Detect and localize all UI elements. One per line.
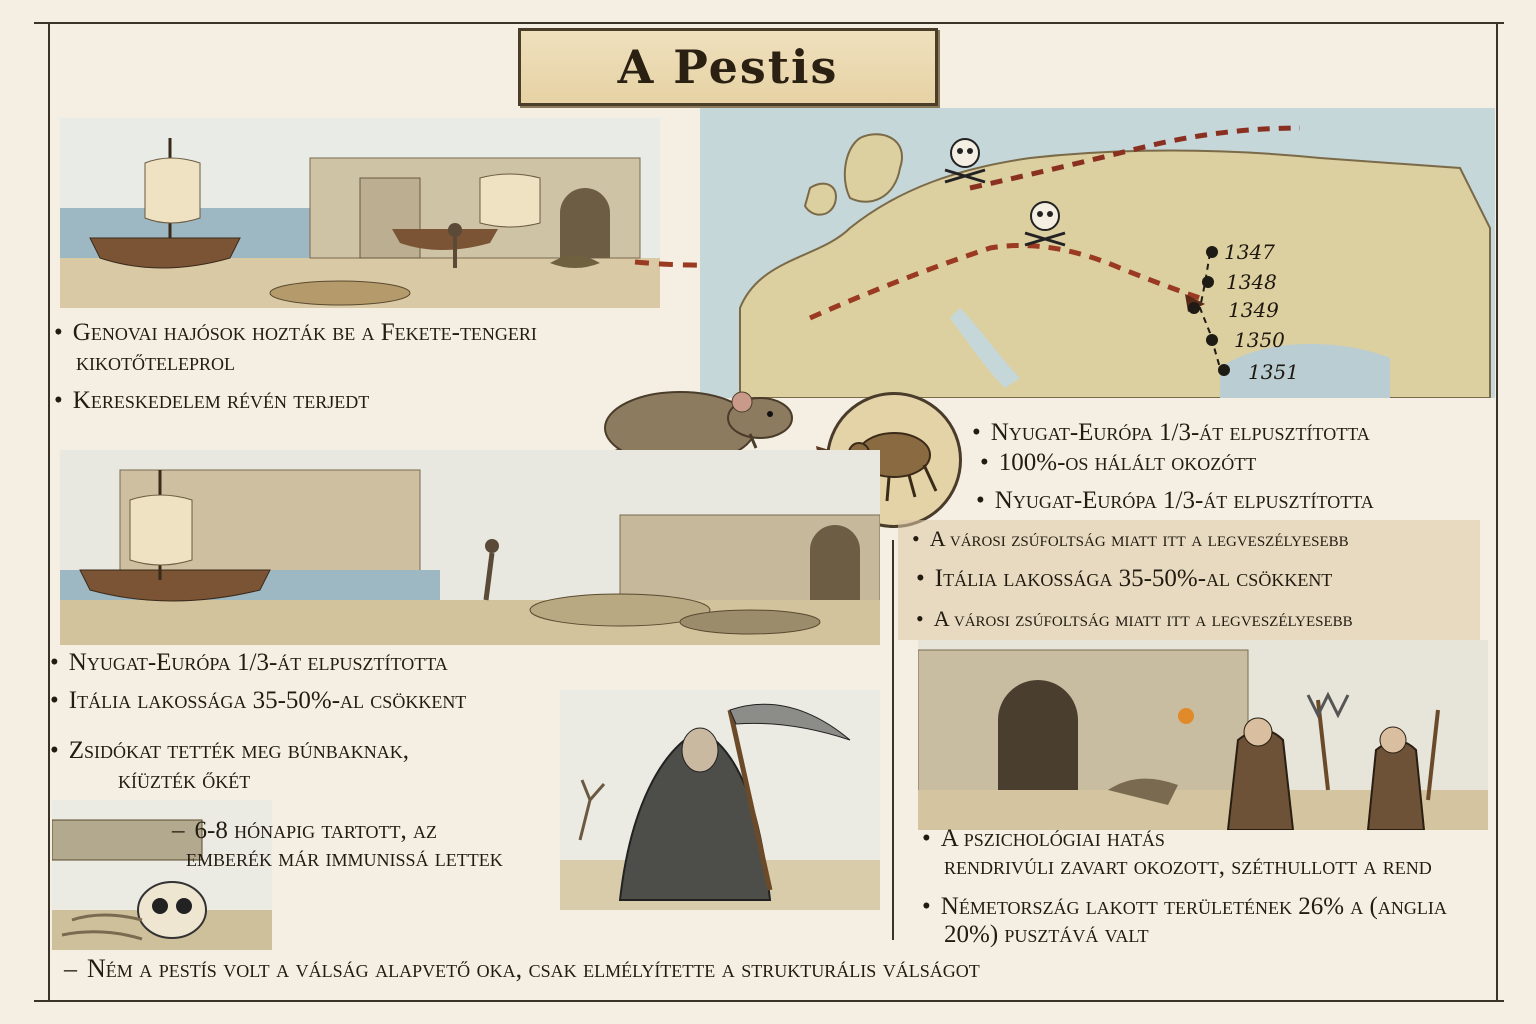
duration-line1: – 6-8 hónapig tartott, az xyxy=(172,816,437,846)
genoa-sailors-line2: kikotőteleprol xyxy=(76,349,235,376)
frame-top xyxy=(34,22,1504,24)
year-dot-1350 xyxy=(1206,334,1218,346)
germany-deserted-line1: • Németország lakott területének 26% a (anglia xyxy=(922,892,1447,922)
full-mortality-text: • 100%-os hálált okozótt xyxy=(980,448,1256,478)
plague-port-illustration xyxy=(60,450,880,645)
urban-crowding-text-1: • A városi zsúfoltság miatt itt a legveszélyesebb xyxy=(912,524,1349,554)
year-dot-1351 xyxy=(1218,364,1230,376)
duration-line2: emberék már immunissá lettek xyxy=(186,845,503,872)
year-label-1350: 1350 xyxy=(1234,328,1285,352)
europe-map xyxy=(700,108,1495,398)
italy-decline-text-1: • Itália lakossága 35-50%-al csökkent xyxy=(50,686,466,716)
urban-crowding-text-2: • A városi zsúfoltság miatt itt a legveszélyesebb xyxy=(916,604,1353,634)
frame-right xyxy=(1496,22,1498,1002)
west-europe-third-1: • Nyugat-Európa 1/3-át elpusztította xyxy=(972,418,1370,448)
year-label-1348: 1348 xyxy=(1226,270,1277,294)
germany-deserted-line2: 20%) pusztává valt xyxy=(944,921,1149,948)
year-label-1351: 1351 xyxy=(1248,360,1299,384)
frame-left xyxy=(48,22,50,1002)
west-europe-third-3: • Nyugat-Európa 1/3-át elpusztította xyxy=(50,648,448,678)
grim-reaper-illustration xyxy=(560,690,880,910)
footer-conclusion: – Ném a pestís volt a válság alapvető oka, csak elmélyítette a strukturális válságot xyxy=(64,954,980,984)
west-europe-third-2: • Nyugat-Európa 1/3-át elpusztította xyxy=(976,486,1374,516)
year-dot-1347 xyxy=(1206,246,1218,258)
divider-vertical xyxy=(892,540,894,940)
year-label-1347: 1347 xyxy=(1224,240,1275,264)
angry-mob-illustration xyxy=(918,640,1488,830)
jews-scapegoat-line2: kíüzték őkét xyxy=(118,767,251,794)
italy-decline-text-2: • Itália lakossága 35-50%-al csökkent xyxy=(916,564,1332,594)
title-banner xyxy=(518,28,938,106)
trade-spread-text: • Kereskedelem révén terjedt xyxy=(54,386,369,416)
frame-bottom xyxy=(34,1000,1504,1002)
jews-scapegoat-line1: • Zsidókat tették meg búnbaknak, xyxy=(50,736,409,766)
psych-effect-line2: rendrivúli zavart okozott, széthullott a rend xyxy=(944,853,1432,880)
year-dot-1348 xyxy=(1202,276,1214,288)
year-label-1349: 1349 xyxy=(1228,298,1279,322)
harbour-illustration xyxy=(60,118,660,308)
psych-effect-line1: • A pszichológiai hatás xyxy=(922,824,1165,854)
page-title: A Pestis xyxy=(617,40,839,94)
year-dot-1349 xyxy=(1188,302,1200,314)
genoa-sailors-line1: • Genovai hajósok hozták be a Fekete-tengeri xyxy=(54,318,537,348)
